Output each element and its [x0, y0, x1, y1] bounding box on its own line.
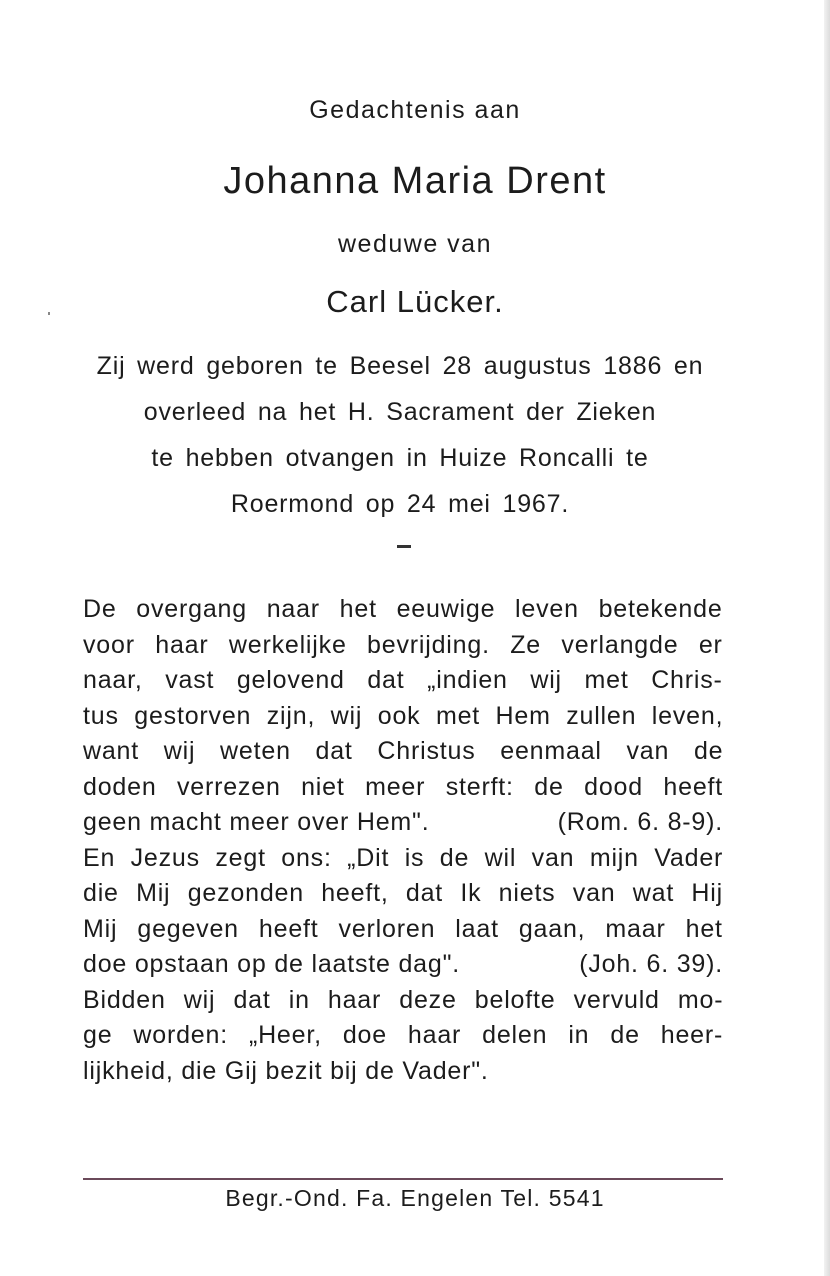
body-line: die Mij gezonden heeft, dat Ik niets van wat Hij [83, 879, 723, 907]
body-line: Bidden wij dat in haar deze belofte vervuld mo- [83, 985, 724, 1014]
body-line: doe opstaan op de laatste dag". (Joh. 6. 39). [83, 947, 723, 983]
body-line: geen macht meer over Hem". (Rom. 6. 8-9). [83, 805, 723, 841]
scripture-paragraph [83, 592, 723, 1089]
body-line: voor haar werkelijke bevrijding. Ze verlangde er [83, 630, 723, 659]
body-line: want wij weten dat Christus eenmaal van de [83, 737, 724, 765]
bible-reference: (Joh. 6. 39). [579, 950, 723, 978]
bible-reference: (Rom. 6. 8-9). [557, 808, 723, 836]
footer-divider [83, 1178, 723, 1180]
body-line: naar, vast gelovend dat „indien wij met Chris- [83, 666, 723, 694]
deceased-name: Johanna Maria Drent [223, 160, 607, 202]
body-line: doden verrezen niet meer sterft: de dood heeft [83, 772, 724, 801]
intro-paragraph [80, 343, 720, 527]
intro-line: te hebben otvangen in Huize Roncalli te [151, 444, 649, 472]
body-line: tus gestorven zijn, wij ook met Hem zullen leven, [83, 701, 724, 730]
body-line: Mij gegeven heeft verloren laat gaan, maar het [83, 914, 723, 943]
body-line: lijkheid, die Gij bezit bij de Vader". [83, 1056, 489, 1085]
intro-line: Roermond op 24 mei 1967. [230, 490, 570, 518]
funeral-director-footer: Begr.-Ond. Fa. Engelen Tel. 5541 [225, 1185, 605, 1211]
separator-dash [397, 545, 411, 548]
intro-line: overleed na het H. Sacrament der Zieken [143, 398, 657, 426]
card-heading: Gedachtenis aan [309, 96, 521, 124]
widow-of-label: weduwe van [338, 230, 492, 258]
body-line: En Jezus zegt ons: „Dit is de wil van mijn Vader [83, 843, 724, 872]
body-line: ge worden: „Heer, doe haar delen in de heer- [83, 1021, 724, 1049]
body-line: De overgang naar het eeuwige leven betekende [83, 595, 723, 623]
intro-line: Zij werd geboren te Beesel 28 augustus 1886 en [96, 352, 704, 380]
husband-name: Carl Lücker. [326, 284, 504, 319]
